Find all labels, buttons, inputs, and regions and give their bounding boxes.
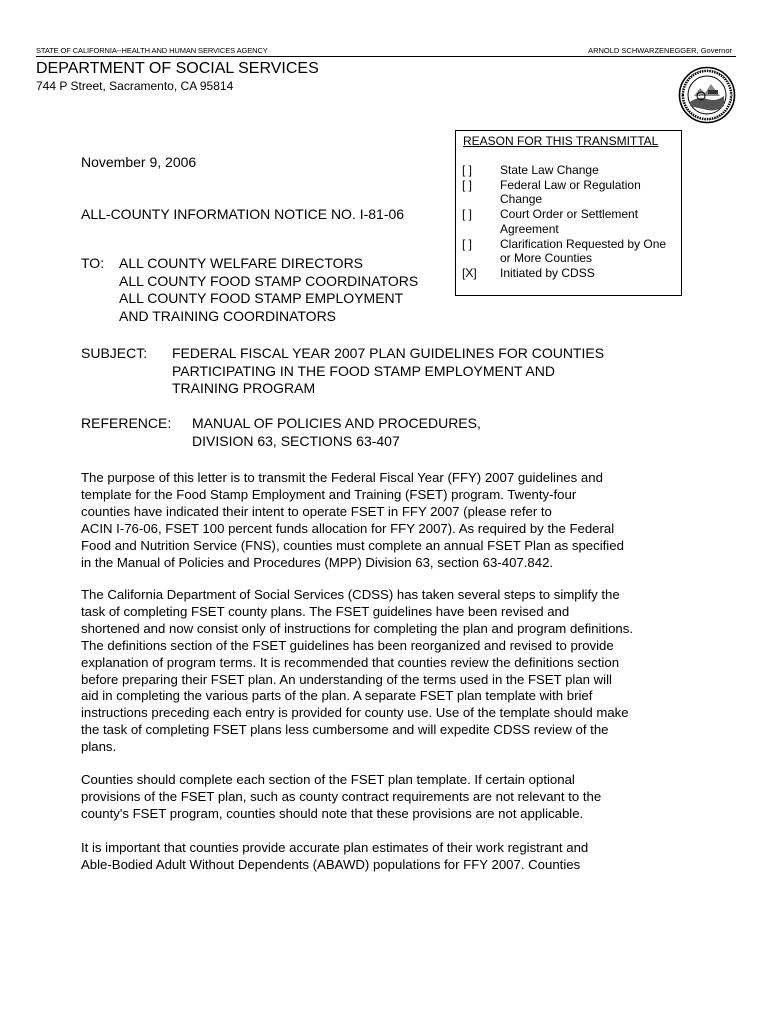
- body-line: explanation of program terms. It is recommended that counties review the definitions section: [81, 654, 620, 670]
- paragraph-estimates: [81, 840, 691, 874]
- subject-text: [172, 345, 652, 398]
- body-line: in the Manual of Policies and Procedures (MPP) Division 63, section 63-407.842.: [81, 554, 554, 570]
- letter-date: November 9, 2006: [81, 154, 197, 170]
- reason-label: Court Order or Settlement Agreement: [500, 207, 639, 236]
- transmittal-title: REASON FOR THIS TRANSMITTAL: [463, 134, 659, 148]
- subject-line: TRAINING PROGRAM: [172, 380, 316, 396]
- reference-label: REFERENCE:: [81, 415, 172, 431]
- notice-number: ALL-COUNTY INFORMATION NOTICE NO. I-81-06: [81, 206, 405, 222]
- reason-checkbox: [X]: [462, 266, 477, 280]
- reason-label: Clarification Requested by One or More Counties: [500, 236, 667, 266]
- body-line: The purpose of this letter is to transmit the Federal Fiscal Year (FFY) 2007 guidelines and: [81, 470, 603, 485]
- body-line: Food and Nutrition Service (FNS), counties must complete an annual FSET Plan as specified: [81, 537, 624, 553]
- body-line: county's FSET program, counties should note that these provisions are not applicable.: [81, 805, 584, 821]
- reason-checkbox: [ ]: [462, 163, 473, 177]
- body-line: task of completing FSET county plans. The FSET guidelines have been revised and: [81, 603, 570, 619]
- body-line: before preparing their FSET plan. An understanding of the terms used in the FSET plan will: [81, 671, 612, 687]
- reason-checkbox: [ ]: [462, 177, 473, 192]
- subject-line: FEDERAL FISCAL YEAR 2007 PLAN GUIDELINES FOR COUNTIES: [172, 345, 605, 361]
- recipient-list: [119, 255, 418, 325]
- recipient: ALL COUNTY FOOD STAMP COORDINATORS: [119, 272, 419, 289]
- body-line: plans.: [81, 739, 117, 755]
- body-line: Able-Bodied Adult Without Dependents (ABAWD) populations for FFY 2007. Counties: [81, 856, 581, 872]
- body-line: shortened and now consist only of instructions for completing the plan and program definitions.: [81, 620, 633, 636]
- body-line: the task of completing FSET plans less cumbersome and will expedite CDSS review of the: [81, 722, 609, 738]
- body-line: The California Department of Social Services (CDSS) has taken several steps to simplify the: [81, 587, 620, 602]
- paragraph-complete-sections: [81, 772, 691, 823]
- department-name: DEPARTMENT OF SOCIAL SERVICES: [36, 60, 319, 77]
- body-line: It is important that counties provide accurate plan estimates of their work registrant and: [81, 840, 589, 855]
- header-rule: [36, 56, 736, 57]
- reference-text: [192, 415, 652, 450]
- body-line: The definitions section of the FSET guidelines has been reorganized and revised to provide: [81, 637, 614, 653]
- body-line: provisions of the FSET plan, such as county contract requirements are not relevant to the: [81, 788, 602, 804]
- reason-label: State Law Change: [500, 163, 599, 177]
- agency-header: STATE OF CALIFORNIA--HEALTH AND HUMAN SERVICES AGENCY: [36, 46, 268, 55]
- reference-line: DIVISION 63, SECTIONS 63-407: [192, 432, 400, 449]
- recipient: ALL COUNTY WELFARE DIRECTORS: [119, 255, 364, 271]
- paragraph-simplification: [81, 587, 691, 756]
- subject-label: SUBJECT:: [81, 345, 148, 361]
- body-line: aid in completing the various parts of the plan. A separate FSET plan template with brief: [81, 688, 593, 704]
- reason-label: Federal Law or Regulation Change: [500, 177, 641, 207]
- recipient: AND TRAINING COORDINATORS: [119, 307, 337, 324]
- body-line: template for the Food Stamp Employment and Training (FSET) program. Twenty-four: [81, 486, 577, 502]
- body-line: Counties should complete each section of the FSET plan template. If certain optional: [81, 772, 575, 787]
- to-label: TO:: [81, 255, 105, 271]
- reason-checkbox: [ ]: [462, 207, 473, 221]
- reason-checkbox: [ ]: [462, 236, 473, 251]
- subject-line: PARTICIPATING IN THE FOOD STAMP EMPLOYMENT AND: [172, 362, 555, 379]
- department-address: 744 P Street, Sacramento, CA 95814: [36, 79, 234, 93]
- reason-label: Initiated by CDSS: [500, 266, 595, 280]
- state-seal-icon: [678, 66, 736, 124]
- paragraph-purpose: [81, 470, 691, 571]
- body-line: ACIN I-76-06, FSET 100 percent funds allocation for FFY 2007). As required by the Federal: [81, 520, 615, 536]
- recipient: ALL COUNTY FOOD STAMP EMPLOYMENT: [119, 290, 404, 306]
- transmittal-reason-box: [455, 130, 682, 296]
- governor-name: ARNOLD SCHWARZENEGGER, Governor: [588, 46, 732, 55]
- body-line: counties have indicated their intent to operate FSET in FFY 2007 (please refer to: [81, 503, 552, 519]
- body-line: instructions preceding each entry is provided for county use. Use of the template should make: [81, 705, 629, 721]
- reference-line: MANUAL OF POLICIES AND PROCEDURES,: [192, 415, 481, 431]
